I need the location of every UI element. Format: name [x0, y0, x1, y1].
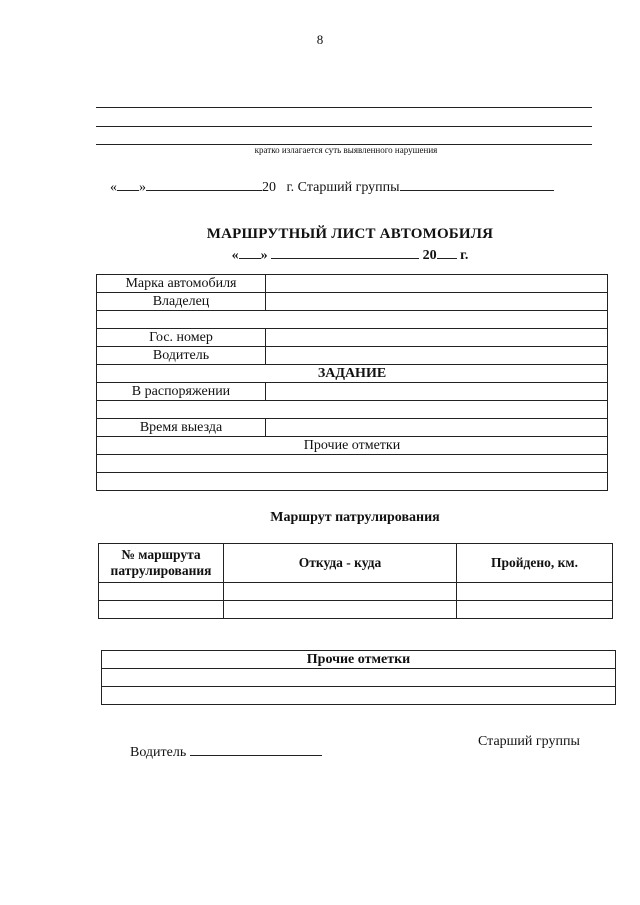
other-marks-heading: Прочие отметки — [102, 651, 616, 669]
distance-cell[interactable] — [457, 583, 613, 601]
driver-signature-blank[interactable] — [190, 741, 322, 756]
owner-field[interactable] — [266, 293, 608, 311]
table-row — [102, 651, 616, 669]
table-row — [97, 365, 608, 383]
group-leader-blank — [400, 176, 554, 191]
driver-signature-label: Водитель — [130, 745, 187, 760]
blank-row[interactable] — [97, 455, 608, 473]
departure-label: Время выезда — [97, 419, 266, 437]
title-day-blank — [239, 244, 261, 259]
blank-row[interactable] — [97, 401, 608, 419]
route-number-cell[interactable] — [99, 583, 224, 601]
violation-line-1 — [96, 107, 592, 108]
car-make-field[interactable] — [266, 275, 608, 293]
route-number-cell[interactable] — [99, 601, 224, 619]
table-row — [99, 601, 613, 619]
driver-signature — [130, 741, 322, 761]
table-row — [97, 383, 608, 401]
violation-line-2 — [96, 126, 592, 127]
page-title: МАРШРУТНЫЙ ЛИСТ АВТОМОБИЛЯ — [206, 226, 494, 242]
month-blank — [146, 176, 262, 191]
table-row — [102, 669, 616, 687]
col-distance: Пройдено, км. — [457, 544, 613, 583]
blank-row[interactable] — [102, 669, 616, 687]
title-date-open-quote: « — [231, 248, 239, 263]
date-close-quote: » — [139, 180, 146, 195]
title-month-blank — [271, 244, 419, 259]
disposal-field[interactable] — [266, 383, 608, 401]
violation-caption: кратко излагается суть выявленного нарушения — [254, 145, 438, 155]
date-open-quote: « — [110, 180, 117, 195]
table-row — [97, 401, 608, 419]
group-leader-signature-label: Старший группы — [478, 734, 580, 749]
table-row — [97, 419, 608, 437]
table-row — [97, 347, 608, 365]
disposal-label: В распоряжении — [97, 383, 266, 401]
plate-field[interactable] — [266, 329, 608, 347]
blank-row[interactable] — [97, 311, 608, 329]
blank-row[interactable] — [97, 473, 608, 491]
vehicle-form-table — [96, 274, 608, 491]
from-to-cell[interactable] — [224, 583, 457, 601]
other-marks-label: Прочие отметки — [97, 437, 608, 455]
day-blank — [117, 176, 139, 191]
year-prefix: 20 — [262, 180, 276, 195]
table-row — [97, 275, 608, 293]
city-label: г. Старший группы — [286, 180, 400, 195]
driver-label: Водитель — [97, 347, 266, 365]
page-number: 8 — [316, 32, 324, 47]
task-heading: ЗАДАНИЕ — [97, 365, 608, 383]
date-line — [110, 176, 554, 196]
route-table-header — [99, 544, 613, 583]
car-make-label: Марка автомобиля — [97, 275, 266, 293]
departure-field[interactable] — [266, 419, 608, 437]
title-year-prefix: 20 — [422, 248, 437, 263]
title-date-close-quote: » — [260, 248, 268, 263]
title-date — [0, 244, 640, 264]
table-row — [97, 293, 608, 311]
driver-field[interactable] — [266, 347, 608, 365]
col-from-to: Откуда - куда — [224, 544, 457, 583]
table-row — [97, 329, 608, 347]
table-row — [97, 437, 608, 455]
route-table — [98, 543, 613, 619]
title-year-blank — [437, 244, 457, 259]
table-row — [97, 311, 608, 329]
from-to-cell[interactable] — [224, 601, 457, 619]
other-marks-table — [101, 650, 616, 705]
route-section-title: Маршрут патрулирования — [270, 510, 440, 525]
title-year-suffix: г. — [460, 248, 469, 263]
col-route-number: № маршрута патрулирования — [99, 544, 224, 583]
plate-label: Гос. номер — [97, 329, 266, 347]
table-row — [97, 473, 608, 491]
table-row — [99, 583, 613, 601]
blank-row[interactable] — [102, 687, 616, 705]
table-row — [102, 687, 616, 705]
owner-label: Владелец — [97, 293, 266, 311]
distance-cell[interactable] — [457, 601, 613, 619]
table-row — [97, 455, 608, 473]
